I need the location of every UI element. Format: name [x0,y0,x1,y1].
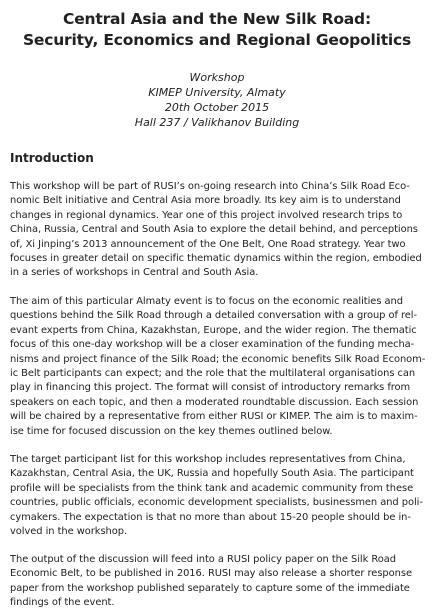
title-line-1: Central Asia and the New Silk Road: [63,10,371,28]
text-line: This workshop will be part of RUSI’s on-going research into China’s Silk Road Eco- [10,181,410,192]
text-line: cymakers. The expectation is that no more than about 15-20 people should be in- [10,511,411,523]
text-line: in a series of workshops in Central and South Asia. [10,267,259,279]
text-line: The target participant list for this workshop includes representatives from China, [10,454,406,465]
event-details [0,70,434,130]
event-hall: Hall 237 / Valikhanov Building [134,116,300,129]
text-line: ic Belt participants can expect; and the role that the multilateral organisations can [10,368,416,380]
text-line: focuses in greater detail on specific thematic dynamics within the region, embodied [10,253,422,265]
text-line: Kazakhstan, Central Asia, the UK, Russia and hopefully South Asia. The participant [10,468,414,480]
event-type: Workshop [189,71,245,84]
text-line: changes in regional dynamics. Year one of this project involved research trips to [10,209,403,221]
text-line: nisms and project finance of the Silk Road; the economic benefits Silk Road Econom- [10,353,426,365]
text-line: The aim of this particular Almaty event is to focus on the economic realities and [10,296,403,307]
text-line: countries, public officials, economic development specialists, businessmen and poli- [10,497,423,509]
text-line: play in financing this project. The format will consist of introductory remarks from [10,382,411,394]
event-date: 20th October 2015 [164,101,270,114]
text-line: China, Russia, Central and South Asia to explore the detail behind, and perceptions [10,224,418,236]
text-line: nomic Belt initiative and Central Asia more broadly. Its key aim is to understand [10,195,401,207]
text-line: volved in the workshop. [10,526,128,538]
event-venue: KIMEP University, Almaty [148,86,286,99]
text-line: focus of this one-day workshop will be a closer examination of the funding mecha- [10,339,415,351]
paragraph-3 [10,453,424,539]
text-line: Economic Belt, to be published in 2016. RUSI may also release a shorter response [10,568,412,580]
text-line: evant experts from China, Kazakhstan, Europe, and the wider region. The thematic [10,324,417,336]
text-line: The output of the discussion will feed into a RUSI policy paper on the Silk Road [10,554,396,565]
section-heading: Introduction [10,151,94,165]
paragraph-4 [10,553,424,611]
text-line: of, Xi Jinping’s 2013 announcement of the One Belt, One Road strategy. Year two [10,238,406,250]
document-title [0,9,434,51]
paragraph-1 [10,180,424,281]
text-line: findings of the event. [10,597,115,609]
text-line: profile will be specialists from the think tank and academic community from these [10,482,414,494]
paragraph-2 [10,295,424,439]
text-line: questions behind the Silk Road through a detailed conversation with a group of rel- [10,310,417,322]
text-line: ise time for focused discussion on the key themes outlined below. [10,425,333,437]
text-line: speakers on each topic, and then a moderated roundtable discussion. Each session [10,396,419,408]
title-line-2: Security, Economics and Regional Geopolitics [22,31,412,49]
text-line: will be chaired by a representative from either RUSI or KIMEP. The aim is to maxim- [10,411,418,423]
text-line: paper from the workshop published separately to capture some of the immediate [10,582,410,594]
